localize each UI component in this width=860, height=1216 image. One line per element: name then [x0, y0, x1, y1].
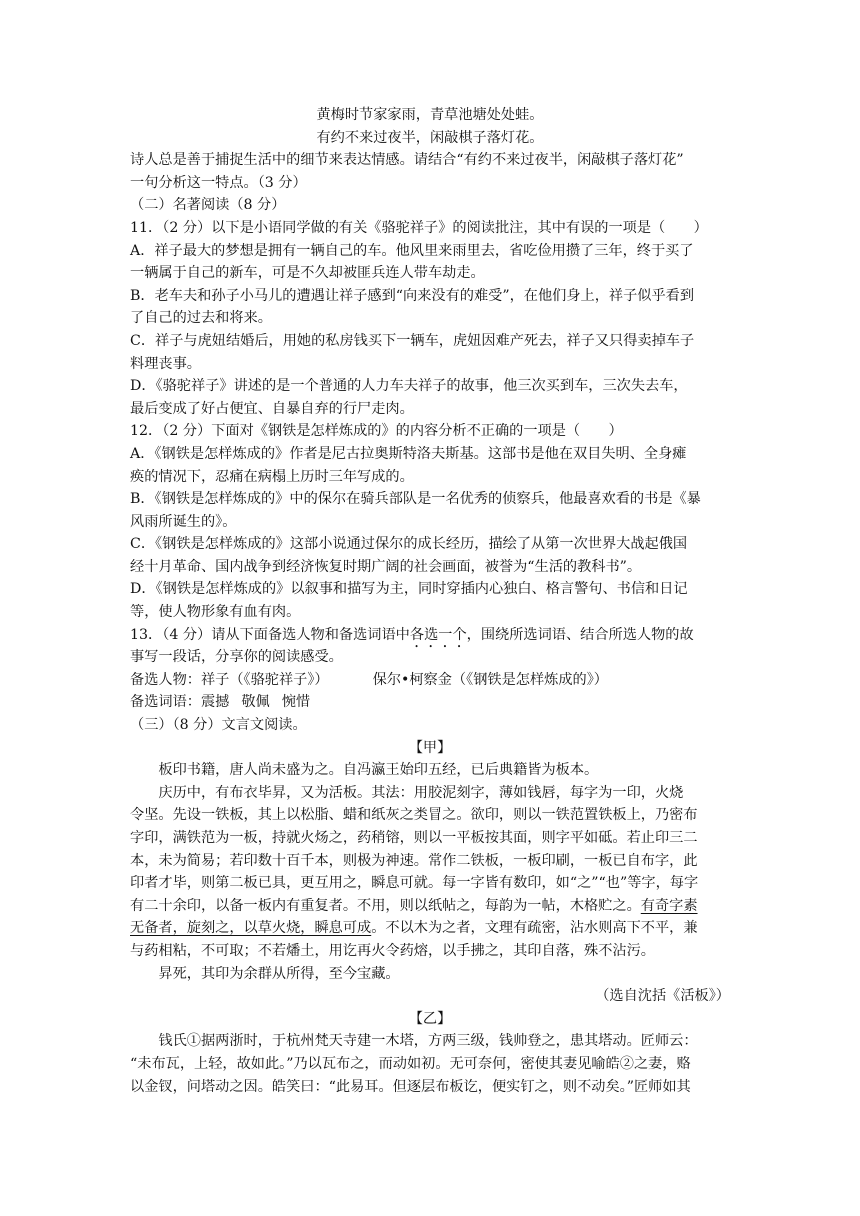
q12-option-c-1: C．《钢铁是怎样炼成的》这部小说通过保尔的成长经历，描绘了从第一次世界大战起俄国 [130, 536, 688, 553]
poem-line-1: 黄梅时节家家雨，青草池塘处处蛙。 [316, 107, 544, 123]
jia-line-6a: 有二十余印，以备一板内有重复者。不用，则以纸帖之，每韵为一帖，木格贮之。 [130, 897, 641, 914]
jia-underlined-1: 有奇字素 [640, 897, 698, 914]
exam-page [130, 104, 730, 1098]
q13-stem-1c: ，围绕所选词语、结合所选人物的故 [466, 626, 694, 643]
yi-para-1-line-2: “未布瓦，上轻，故如此。”乃以瓦布之，而动如初。无可奈何，密使其妻见喻皓②之妻，赂 [130, 1055, 691, 1072]
q11-option-b-1: B．老车夫和孙子小马儿的遭遇让祥子感到“向来没有的难受”，在他们身上，祥子似乎看到 [130, 287, 695, 304]
yi-para-1-line-3: 以金钗，问塔动之因。皓笑曰：“此易耳。但逐层布板讫，便实钉之，则不动矣。”匠师如其 [130, 1078, 691, 1095]
q13-emphasis: 各选一个 [409, 626, 467, 643]
q13-words-label: 备选词语： [130, 694, 201, 711]
jia-line-7b: 。不以木为之者，文理有疏密，沾水则高下不平，兼 [371, 920, 698, 937]
jia-para-2-line-4: 本，未为简易；若印数十百千本，则极为神速。常作二铁板，一板印刷，一板已自布字，此 [130, 852, 698, 869]
q13-words [130, 691, 730, 714]
q13-stem-1a: 13．（4 分）请从下面备选人物和备选词语中 [130, 626, 410, 643]
q10-text-2: 一句分析这一特点。（3 分） [130, 174, 307, 191]
passage-jia-title: 【甲】 [408, 739, 452, 756]
q13-person-b: 保尔•柯察金（《钢铁是怎样炼成的》） [372, 671, 608, 688]
q13-word-3: 惋惜 [281, 694, 311, 711]
jia-source: （选自沈括《活板》） [595, 988, 730, 1005]
q11-option-d-2: 最后变成了好占便宜、自暴自弃的行尸走肉。 [130, 400, 414, 417]
q12-option-a-2: 痪的情况下，忍痛在病榻上历时三年写成的。 [130, 468, 414, 485]
q12-stem: 12．（2 分）下面对《钢铁是怎样炼成的》的内容分析不正确的一项是（ ） [130, 423, 623, 440]
jia-underlined-2: 无备者，旋刻之，以草火烧，瞬息可成 [130, 920, 372, 937]
q10-text-1: 诗人总是善于捕捉生活中的细节来表达情感。请结合“有约不来过夜半，闲敲棋子落灯花” [130, 152, 684, 169]
jia-para-2-line-5: 印者才毕，则第二板已具，更互用之，瞬息可就。每一字皆有数印，如“之”“也”等字，每字 [130, 875, 699, 892]
q11-stem: 11．（2 分）以下是小语同学做的有关《骆驼祥子》的阅读批注，其中有误的一项是（ ） [130, 219, 708, 236]
yi-para-1-line-1: 钱氏①据两浙时，于杭州梵天寺建一木塔，方两三级，钱帅登之，患其塔动。匠师云： [158, 1033, 698, 1050]
passage-yi-title: 【乙】 [408, 1010, 452, 1027]
q11-option-c-1: C．祥子与虎妞结婚后，用她的私房钱买下一辆车，虎妞因难产死去，祥子又只得卖掉车子 [130, 332, 695, 349]
jia-para-2-line-6 [130, 895, 730, 918]
jia-para-2-line-2: 令坚。先设一铁板，其上以松脂、蜡和纸灰之类冒之。欲印，则以一铁范置铁板上，乃密布 [130, 807, 698, 824]
q11-option-a-1: A．祥子最大的梦想是拥有一辆自己的车。他风里来雨里去，省吃俭用攒了三年，终于买了 [130, 242, 694, 259]
q13-stem-2: 事写一段话，分享你的阅读感受。 [130, 649, 343, 666]
q12-option-a-1: A．《钢铁是怎样炼成的》作者是尼古拉奥斯特洛夫斯基。这部书是他在双目失明、全身瘫 [130, 445, 687, 462]
q11-option-a-2: 一辆属于自己的新车，可是不久却被匪兵连人带车劫走。 [130, 265, 485, 282]
q13-person-a: 备选人物：祥子（《骆驼祥子》） [130, 671, 329, 688]
jia-para-2-line-3: 字印，满铁范为一板，持就火炀之，药稍镕，则以一平板按其面，则字平如砥。若止印三二 [130, 830, 698, 846]
section-2-heading: （二）名著阅读（8 分） [130, 197, 286, 214]
q11-option-b-2: 了自己的过去和将来。 [130, 310, 272, 327]
q13-word-2: 敬佩 [241, 694, 270, 711]
jia-para-3: 昇死，其印为余群从所得，至今宝藏。 [158, 965, 400, 982]
jia-para-2-line-1: 庆历中，有布衣毕昇，又为活板。其法：用胶泥刻字，薄如钱唇，每字为一印，火烧 [158, 784, 684, 801]
poem-line-2: 有约不来过夜半，闲敲棋子落灯花。 [316, 129, 544, 146]
jia-para-1: 板印书籍，唐人尚未盛为之。自冯瀛王始印五经，已后典籍皆为板本。 [158, 762, 599, 779]
jia-para-2-line-8: 与药相粘，不可取；不若燔土，用讫再火令药熔，以手拂之，其印自落，殊不沾污。 [130, 942, 655, 959]
q12-option-d-1: D．《钢铁是怎样炼成的》以叙事和描写为主，同时穿插内心独白、格言警句、书信和日记 [130, 581, 688, 598]
q11-option-d-1: D．《骆驼祥子》讲述的是一个普通的人力车夫祥子的故事，他三次买到车，三次失去车， [130, 378, 688, 395]
q11-option-c-2: 料理丧事。 [130, 355, 201, 372]
q12-option-b-2: 风雨所诞生的》。 [130, 513, 237, 530]
q13-persons [130, 669, 730, 692]
section-3-heading: （三）（8 分）文言文阅读。 [130, 717, 307, 734]
q12-option-d-2: 等，使人物形象有血有肉。 [130, 604, 301, 621]
q12-option-b-1: B．《钢铁是怎样炼成的》中的保尔在骑兵部队是一名优秀的侦察兵，他最喜欢看的书是《暴 [130, 491, 701, 508]
q12-option-c-2: 经十月革命、国内战争到经济恢复时期广阔的社会画面，被誉为“生活的教科书”。 [130, 558, 642, 575]
q13-word-1: 震撼 [200, 694, 230, 711]
jia-para-2-line-7 [130, 917, 730, 940]
q13-stem-1 [130, 624, 730, 647]
